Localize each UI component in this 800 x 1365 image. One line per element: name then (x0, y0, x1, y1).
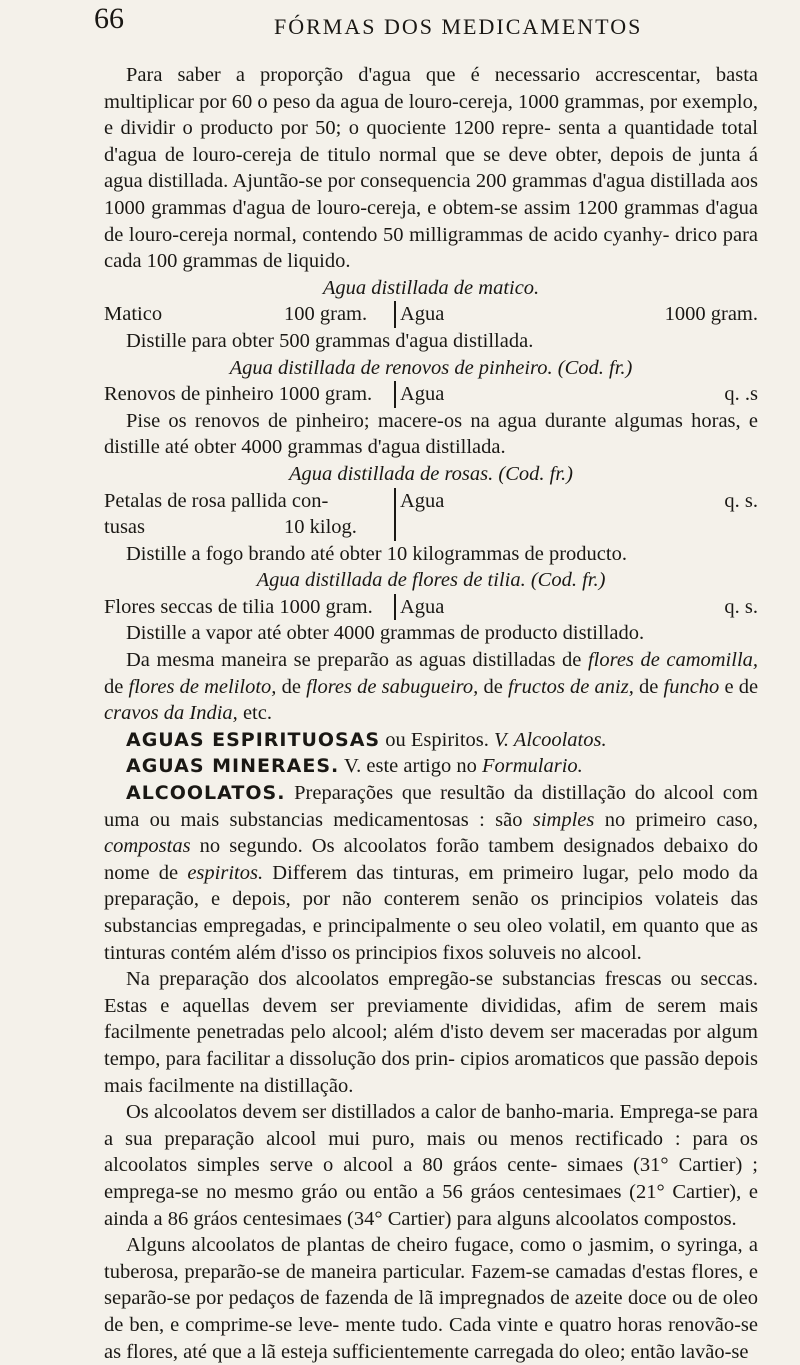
recipe-tilia (104, 594, 758, 621)
heading-tilia: Agua distillada de flores de tilia. (Cod. fr.) (256, 569, 606, 592)
entry-term: ALCOOLATOS. (126, 782, 286, 805)
running-title: FÓRMAS DOS MEDICAMENTOS (274, 14, 643, 39)
instruction: Pise os renovos de pinheiro; macere-os na agua durante algumas horas, e distille até obter 4000 grammas d'agua distillada. (104, 409, 758, 459)
quantity: 100 gram. (284, 303, 368, 326)
text: Da mesma maneira se preparão as aguas distilladas de (126, 649, 582, 672)
paragraph-distillacao: Os alcoolatos devem ser distillados a calor de banho-maria. Emprega-se para a sua preparação alcool mui puro, mais ou menos rectificado : para os alcoolatos simples serve o alcool a 80 gráos cente- simaes (31° Cartier) ; emprega-se no mesmo gráo ou então a 56 gráos centesimaes (21° Cartier), e ainda a 86 gráos centesimaes (34° Cartier) para alguns alcoolatos compostos. (104, 1101, 758, 1230)
text: etc. (242, 702, 272, 725)
ingredient-block (104, 488, 394, 541)
instruction: Distille para obter 500 grammas d'agua distillada. (126, 329, 534, 352)
text: cravos da India, (104, 702, 238, 725)
text: Formulario. (481, 755, 583, 778)
text: no segundo. Os alcoolatos forão tambem designados debaixo do nome de (104, 835, 759, 884)
heading-pinheiro: Agua distillada de renovos de pinheiro. (Cod. fr.) (229, 356, 633, 379)
text: V. este artigo no (344, 755, 477, 778)
text: de (639, 675, 659, 698)
quantity: 10 kilog. (284, 516, 357, 539)
text: compostas (104, 835, 191, 858)
text: funcho (663, 675, 720, 698)
recipe-rosas (104, 488, 758, 541)
instruction: Distille a fogo brando até obter 10 kilogrammas de producto. (126, 542, 627, 565)
text: de (281, 675, 301, 698)
ingredient: Flores seccas de tilia 1000 gram. (104, 595, 373, 618)
heading-rosas: Agua distillada de rosas. (Cod. fr.) (289, 462, 573, 485)
page-header (94, 0, 758, 62)
paragraph-louro-cereja: Para saber a proporção d'agua que é necessario accrescentar, basta multiplicar por 60 o peso da agua de louro-cereja, 1000 grammas, por exemplo, e dividir o producto por 50; o quociente 1200 repre- senta a quantidade total d'agua de louro-cereja de titulo normal que se deve obter, depois de junta á agua distillada. Ajuntão-se por consequencia 200 grammas d'agua distillada aos 1000 grammas d'agua de louro-cereja, e obtem-se assim 1200 grammas d'agua de louro-cereja normal, contendo 50 milligrammas de acido cyanhy- drico para cada 100 grammas de liquido. (104, 64, 758, 273)
entry-term: AGUAS MINERAES. (126, 755, 340, 778)
text: Preparações que resultão da distillação do alcool com uma ou mais substancias medicamentosas : são (104, 782, 758, 831)
text: de (483, 675, 503, 698)
entry-aguas-mineraes (104, 753, 758, 780)
text: no primeiro caso, (604, 808, 759, 831)
ingredient: Renovos de pinheiro 1000 gram. (104, 383, 373, 406)
text: de (104, 675, 124, 698)
ingredient: Agua (394, 594, 724, 621)
ingredient: Agua (394, 301, 665, 328)
recipe-pinheiro (104, 381, 758, 408)
ingredient: Petalas de rosa pallida con- (104, 489, 329, 512)
text: simples (532, 808, 595, 831)
quantity: q. .s (724, 383, 758, 406)
text: e de (724, 675, 759, 698)
text: V. Alcoolatos. (494, 728, 607, 751)
quantity: q. s. (724, 595, 758, 618)
page-number: 66 (94, 2, 124, 35)
text: fructos de aniz, (507, 675, 634, 698)
ingredient: Agua (394, 381, 724, 408)
entry-alcoolatos (104, 780, 758, 966)
paragraph-preparacao: Na preparação dos alcoolatos empregão-se substancias frescas ou seccas. Estas e aquellas devem ser previamente divididas, afim de serem mais facilmente penetradas pelo alcool; além d'isto devem ser maceradas por algum tempo, para facilitar a dissolução dos prin- cipios aromaticos que passão depois mais facilmente na distillação. (104, 968, 758, 1097)
text: ou Espiritos. (385, 728, 489, 751)
heading-matico: Agua distillada de matico. (322, 276, 540, 299)
entry-term: AGUAS ESPIRITUOSAS (126, 728, 381, 751)
quantity: q. s. (724, 489, 758, 512)
entry-aguas-espirituosas (104, 727, 758, 754)
ingredient: Matico (104, 303, 163, 326)
text: espiritos. (187, 861, 264, 884)
paragraph-plantas: Alguns alcoolatos de plantas de cheiro fugace, como o jasmim, o syringa, a tuberosa, preparão-se de maneira particular. Fazem-se camadas d'estas flores, e separão-se por pedaços de fazenda de lã impregnados de azeite doce ou de oleo de ben, e comprime-se leve- mente tudo. Cada vinte e quatro horas renovão-se as flores, até que a lã esteja sufficientemente carregada do oleo; então lavão-se (104, 1234, 758, 1363)
text: flores de sabugueiro, (306, 675, 479, 698)
text: Differem das tinturas, em primeiro lugar, pelo modo da preparação, e depois, por não conterem senão os principios volateis das substancias empregadas, e principalmente o seu oleo volatil, em quanto que as tinturas contém além d'isso os principios fixos soluveis no alcool. (104, 861, 759, 964)
ingredient: Agua (394, 488, 724, 541)
paragraph-other-waters (104, 647, 758, 727)
text: flores de camomilla, (587, 649, 759, 672)
quantity: 1000 gram. (664, 303, 758, 326)
instruction: Distille a vapor até obter 4000 grammas de producto distillado. (126, 622, 645, 645)
ingredient: tusas (104, 516, 145, 539)
text: flores de meliloto, (128, 675, 277, 698)
recipe-matico (104, 301, 758, 328)
